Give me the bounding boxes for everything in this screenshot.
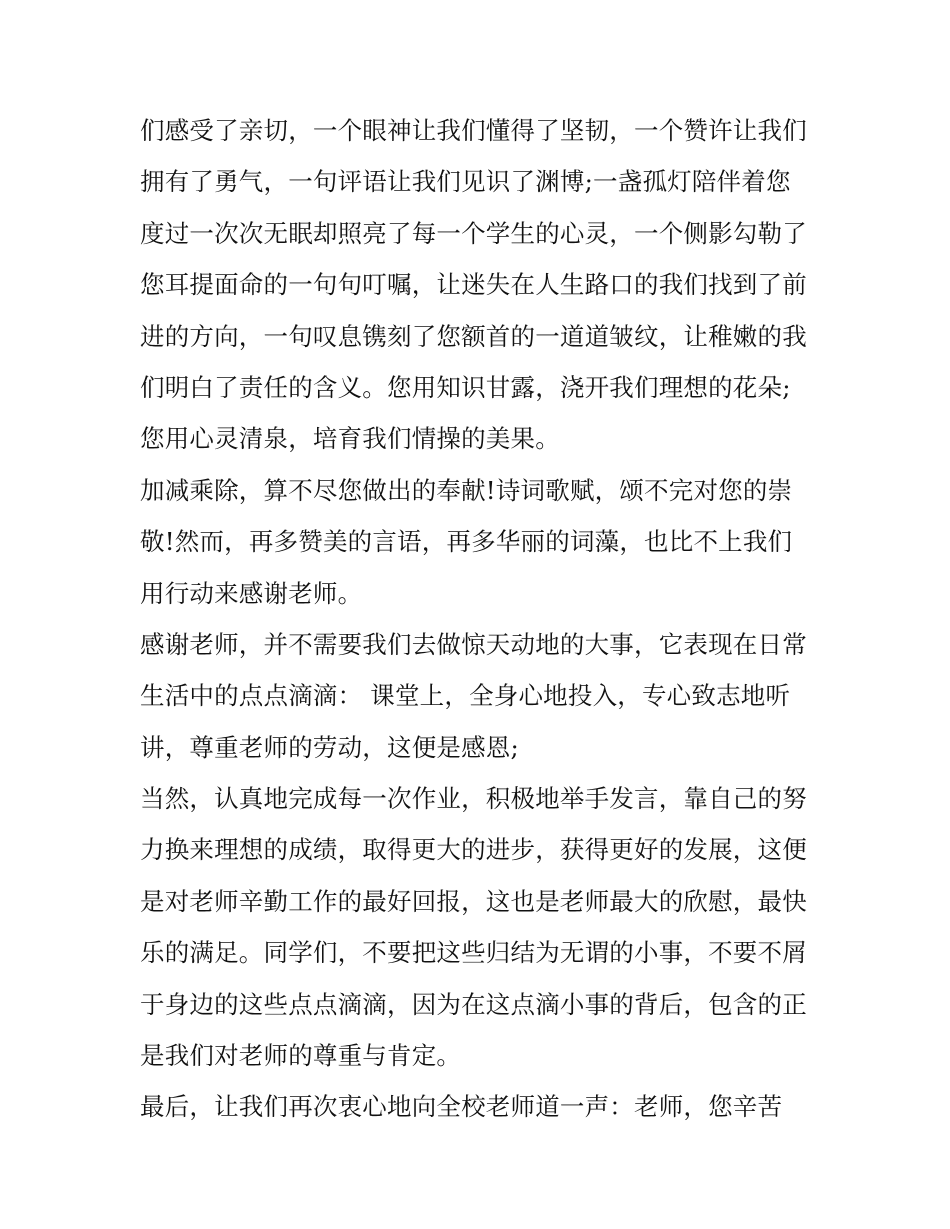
text-line: 讲，尊重老师的劳动，这便是感恩;	[140, 732, 519, 762]
text-line: 敬!然而，再多赞美的言语，再多华丽的词藻，也比不上我们	[140, 527, 793, 557]
text-line: 是对老师辛勤工作的最好回报，这也是老师最大的欣慰，最快	[140, 886, 807, 916]
text-line: 加减乘除，算不尽您做出的奉献!诗词歌赋，颂不完对您的崇	[140, 475, 793, 505]
text-line: 用行动来感谢老师。	[140, 578, 363, 608]
text-line: 力换来理想的成绩，取得更大的进步，获得更好的发展，这便	[140, 835, 807, 865]
text-line: 们感受了亲切，一个眼神让我们懂得了坚韧，一个赞许让我们	[140, 116, 807, 145]
text-line: 进的方向，一句叹息镌刻了您额首的一道道皱纹，让稚嫩的我	[140, 321, 807, 351]
text-line: 当然，认真地完成每一次作业，积极地举手发言，靠自己的努	[140, 784, 807, 814]
text-line: 们明白了责任的含义。您用知识甘露，浇开我们理想的花朵;	[140, 372, 791, 402]
text-line: 生活中的点点滴滴： 课堂上，全身心地投入，专心致志地听	[140, 681, 791, 711]
text-line: 拥有了勇气，一句评语让我们见识了渊博;一盏孤灯陪伴着您	[140, 167, 791, 197]
text-line: 于身边的这些点点滴滴，因为在这点滴小事的背后，包含的正	[140, 989, 807, 1019]
text-line: 感谢老师，并不需要我们去做惊天动地的大事，它表现在日常	[140, 629, 807, 659]
text-line: 乐的满足。同学们，不要把这些归结为无谓的小事，不要不屑	[140, 938, 807, 968]
text-line: 您耳提面命的一句句叮嘱，让迷失在人生路口的我们找到了前	[140, 270, 807, 300]
text-line: 最后，让我们再次衷心地向全校老师道一声：老师，您辛苦	[140, 1092, 783, 1122]
text-line: 度过一次次无眠却照亮了每一个学生的心灵，一个侧影勾勒了	[140, 218, 807, 248]
text-line: 您用心灵清泉，培育我们情操的美果。	[140, 424, 560, 454]
text-line: 是我们对老师的尊重与肯定。	[140, 1041, 462, 1071]
document-body-text	[140, 105, 820, 1133]
